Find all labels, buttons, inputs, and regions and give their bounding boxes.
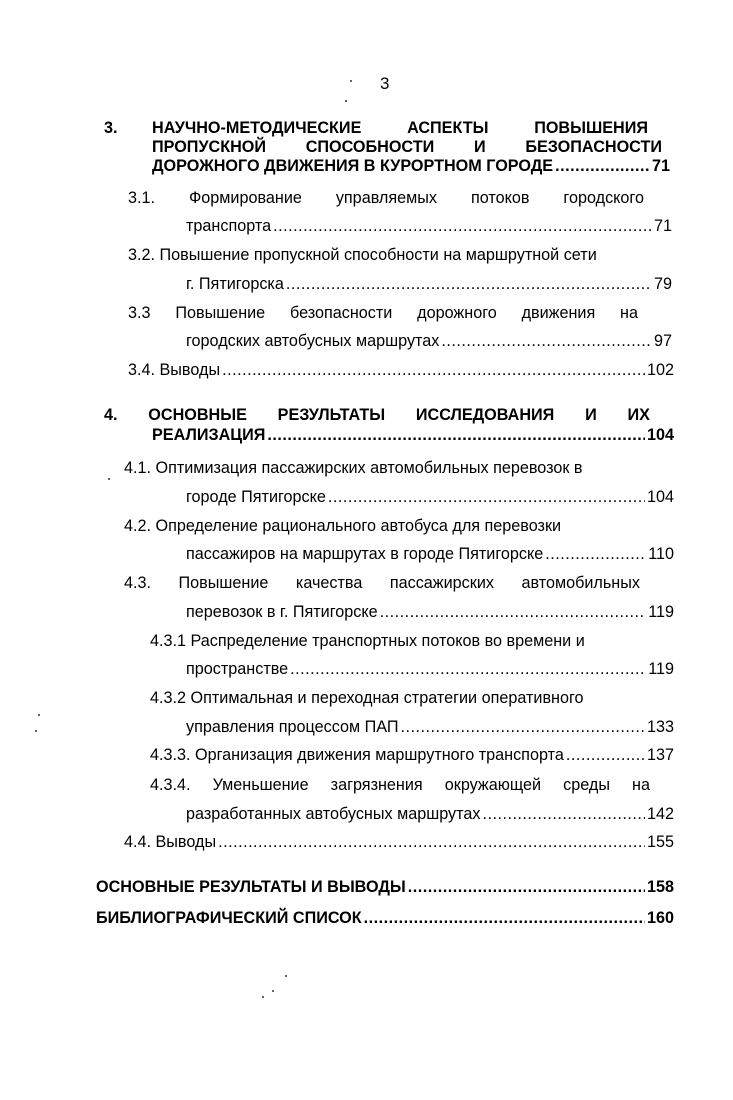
scan-speck: [262, 996, 264, 998]
page-ref: 102: [646, 361, 674, 379]
toc-entry-4-3-1-line-2: пространстве ..... 119: [186, 659, 674, 679]
toc-section-4-title-line-1: 4. ОСНОВНЫЕ РЕЗУЛЬТАТЫ ИССЛЕДОВАНИЯ И ИХ: [104, 406, 650, 424]
toc-section-3-title-line-2: ПРОПУСКНОЙ СПОСОБНОСТИ И БЕЗОПАСНОСТИ: [152, 138, 662, 156]
toc-entry-4-2-line-2: пассажиров на маршрутах в городе Пятигорске ..... 110: [186, 544, 674, 564]
scan-speck: [35, 730, 37, 732]
toc-entry-3-3-line-1: 3.3 Повышение безопасности дорожного движения на: [128, 304, 638, 322]
toc-entry-4-3-1-line-1: 4.3.1 Распределение транспортных потоков во времени и: [150, 632, 585, 650]
toc-entry-3-1-line-1: 3.1. Формирование управляемых потоков городского: [128, 189, 644, 207]
page-ref: 133: [646, 718, 674, 736]
scan-speck: [108, 478, 110, 480]
page-ref: 97: [653, 332, 672, 350]
toc-entry-results: ОСНОВНЫЕ РЕЗУЛЬТАТЫ И ВЫВОДЫ ..... 158: [96, 877, 674, 897]
scan-speck: [285, 975, 287, 977]
page-ref: 119: [648, 660, 674, 678]
toc-entry-4-1-line-2: городе Пятигорске ..... 104: [186, 487, 674, 507]
page-ref: 71: [651, 157, 670, 175]
toc-entry-4-3-4-line-2: разработанных автобусных маршрутах ..... 142: [186, 804, 674, 824]
scan-speck: [38, 714, 40, 716]
toc-entry-4-3-3: 4.3.3. Организация движения маршрутного транспорта ..... 137: [150, 745, 674, 765]
toc-entry-4-3-2-line-2: управления процессом ПАП ..... 133: [186, 717, 674, 737]
page-ref: 104: [646, 488, 674, 506]
toc-entry-4-4: 4.4. Выводы ..... 155: [124, 832, 674, 852]
toc-entry-4-3-2-line-1: 4.3.2 Оптимальная и переходная стратегии оперативного: [150, 689, 584, 707]
scan-speck: [272, 990, 274, 992]
toc-entry-3-1-line-2: транспорта ..... 71: [186, 216, 672, 236]
page-ref: 160: [646, 909, 674, 927]
toc-section-3-number: 3.: [104, 119, 118, 137]
toc-entry-3-3-line-2: городских автобусных маршрутах ..... 97: [186, 331, 672, 351]
toc-entry-3-4: 3.4. Выводы ..... 102: [128, 360, 674, 380]
page-ref: 104: [646, 426, 674, 444]
page-ref: 158: [646, 878, 674, 896]
toc-entry-3-2-line-2: г. Пятигорска ..... 79: [186, 274, 672, 294]
toc-entry-4-3-line-1: 4.3. Повышение качества пассажирских автомобильных: [124, 574, 640, 592]
page-ref: 110: [648, 545, 674, 563]
toc-section-3-title-line-3: ДОРОЖНОГО ДВИЖЕНИЯ В КУРОРТНОМ ГОРОДЕ ..... 71: [152, 156, 670, 176]
scan-speck: [345, 100, 347, 102]
page-number: 3: [380, 74, 390, 93]
toc-entry-4-1-line-1: 4.1. Оптимизация пассажирских автомобильных перевозок в: [124, 459, 583, 477]
toc-section-3-title-line-1: НАУЧНО-МЕТОДИЧЕСКИЕ АСПЕКТЫ ПОВЫШЕНИЯ: [152, 119, 648, 137]
page-ref: 79: [653, 275, 672, 293]
toc-section-4-title-line-2: РЕАЛИЗАЦИЯ ..... 104: [152, 425, 674, 445]
toc-entry-bibliography: БИБЛИОГРАФИЧЕСКИЙ СПИСОК ..... 160: [96, 908, 674, 928]
toc-entry-3-2-line-1: 3.2. Повышение пропускной способности на маршрутной сети: [128, 246, 597, 264]
toc-entry-4-3-4-line-1: 4.3.4. Уменьшение загрязнения окружающей среды на: [150, 776, 650, 794]
page-ref: 71: [653, 217, 672, 235]
toc-entry-4-3-line-2: перевозок в г. Пятигорске ..... 119: [186, 602, 674, 622]
page-ref: 119: [648, 603, 674, 621]
page-ref: 142: [646, 805, 674, 823]
page-ref: 155: [646, 833, 674, 851]
toc-entry-4-2-line-1: 4.2. Определение рационального автобуса для перевозки: [124, 517, 562, 535]
page-ref: 137: [646, 746, 674, 764]
scan-speck: [350, 80, 352, 82]
